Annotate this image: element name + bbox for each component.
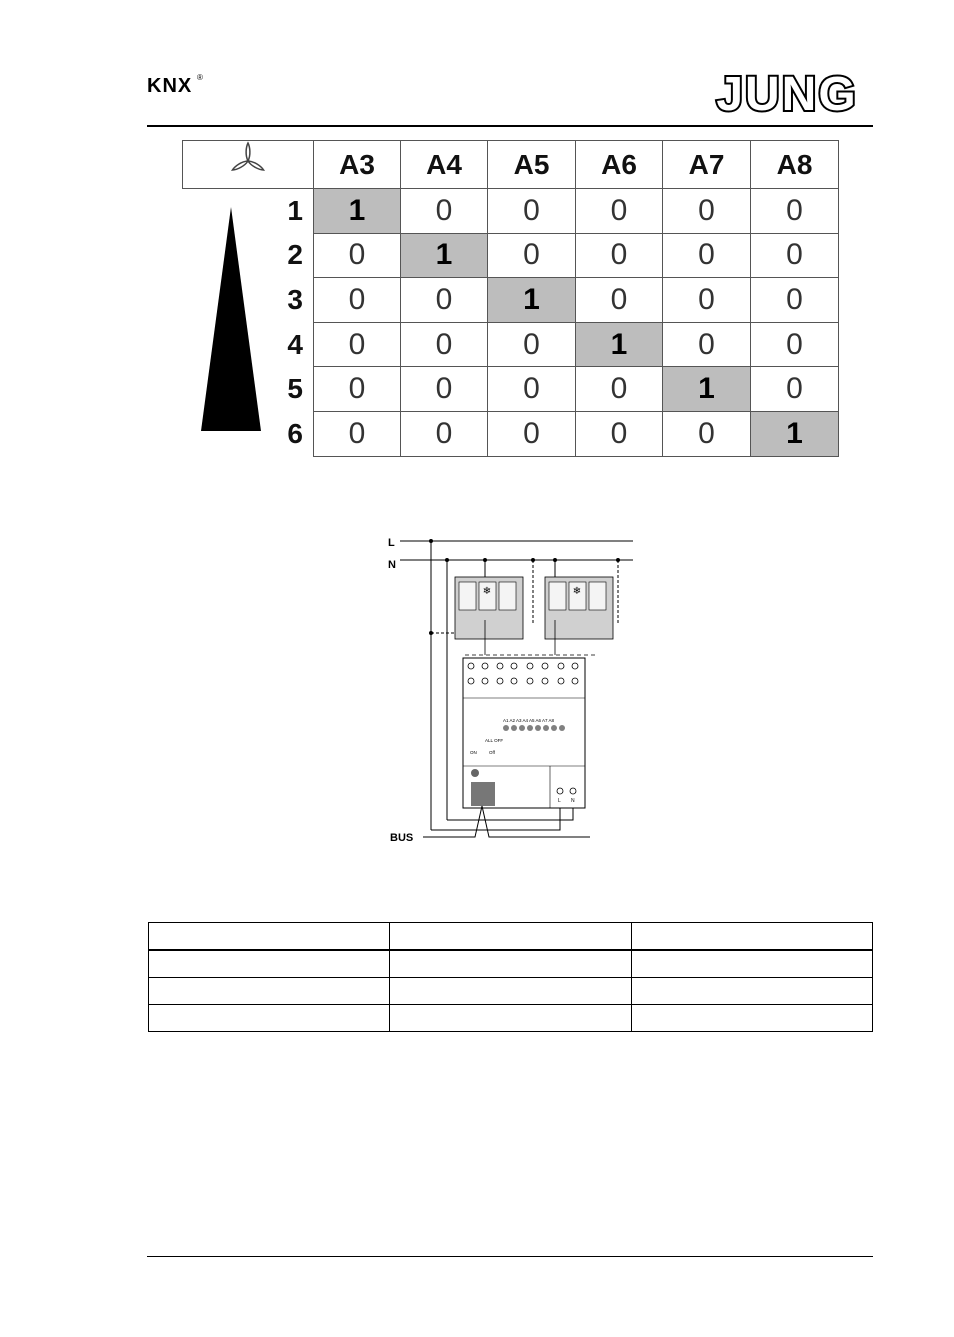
table-cell: 0 (663, 189, 751, 234)
table-cell: 0 (488, 367, 576, 412)
line-n-label: N (388, 559, 396, 571)
table-cell: 0 (663, 278, 751, 323)
table-row (149, 923, 873, 951)
line-l-label: L (388, 537, 395, 549)
led-labels: A1 A2 A3 A4 A5 A6 A7 A8 (503, 718, 555, 723)
column-header: A6 (576, 141, 663, 189)
jung-logo-text: JUNG (716, 70, 858, 116)
jung-logo (700, 70, 874, 116)
svg-text:❄: ❄ (482, 586, 492, 597)
fan-stage-table (182, 140, 839, 457)
table-cell: 1 (488, 278, 576, 323)
header-rule (147, 125, 873, 127)
svg-text:®: ® (197, 73, 203, 82)
table-cell: 0 (401, 278, 488, 323)
table-cell: 0 (751, 189, 839, 234)
table-cell: 1 (751, 411, 839, 456)
level-label: 3 (183, 278, 314, 323)
level-label: 2 (183, 233, 314, 278)
table-cell: 1 (663, 367, 751, 412)
table-row (149, 950, 873, 978)
table-cell: 0 (576, 233, 663, 278)
on-label: ON (470, 750, 477, 755)
column-header: A5 (488, 141, 576, 189)
table-cell: 0 (314, 411, 401, 456)
fan-coil-unit-icon (455, 577, 523, 639)
table-cell: 0 (576, 367, 663, 412)
table-row (149, 1005, 873, 1032)
power-l-label: L (558, 798, 561, 804)
bus-label: BUS (390, 832, 414, 844)
level-label: 5 (183, 367, 314, 412)
table-cell: 0 (488, 233, 576, 278)
table-row (149, 978, 873, 1005)
table-cell: 0 (751, 233, 839, 278)
svg-text:❄: ❄ (572, 586, 582, 597)
table-cell: 0 (314, 322, 401, 367)
table-cell: 0 (401, 367, 488, 412)
table-row (183, 189, 839, 234)
level-label: 4 (183, 322, 314, 367)
table-cell: 0 (751, 322, 839, 367)
table-cell: 0 (663, 322, 751, 367)
table-cell: 0 (314, 367, 401, 412)
all-off-label: ALL OFF (485, 738, 504, 743)
empty-table (148, 922, 873, 1032)
table-cell: 1 (576, 322, 663, 367)
table-cell: 0 (576, 278, 663, 323)
fan-icon-cell (183, 141, 314, 189)
table-cell: 1 (401, 233, 488, 278)
column-header: A7 (663, 141, 751, 189)
table-cell: 0 (401, 411, 488, 456)
switch-actuator-device (463, 658, 585, 808)
table-cell: 0 (314, 233, 401, 278)
footer-rule (147, 1256, 873, 1257)
table-cell: 0 (663, 411, 751, 456)
table-cell: 0 (751, 367, 839, 412)
table-cell: 0 (488, 411, 576, 456)
column-header: A8 (751, 141, 839, 189)
table-cell: 1 (314, 189, 401, 234)
knx-logo (147, 68, 207, 98)
wiring-diagram (385, 530, 635, 850)
level-label: 6 (183, 411, 314, 456)
table-cell: 0 (663, 233, 751, 278)
column-header: A4 (401, 141, 488, 189)
fan-icon (228, 141, 268, 181)
table-cell: 0 (751, 278, 839, 323)
power-n-label: N (571, 798, 575, 804)
table-cell: 0 (401, 189, 488, 234)
table-cell: 0 (488, 322, 576, 367)
table-cell: 0 (576, 411, 663, 456)
level-label: 1 (183, 189, 314, 234)
table-cell: 0 (401, 322, 488, 367)
knx-logo-text: KNX (147, 75, 193, 97)
table-cell: 0 (576, 189, 663, 234)
fan-speed-wedge-icon (183, 189, 313, 450)
table-cell: 0 (488, 189, 576, 234)
off-label: Off (489, 750, 495, 755)
column-header: A3 (314, 141, 401, 189)
table-cell: 0 (314, 278, 401, 323)
